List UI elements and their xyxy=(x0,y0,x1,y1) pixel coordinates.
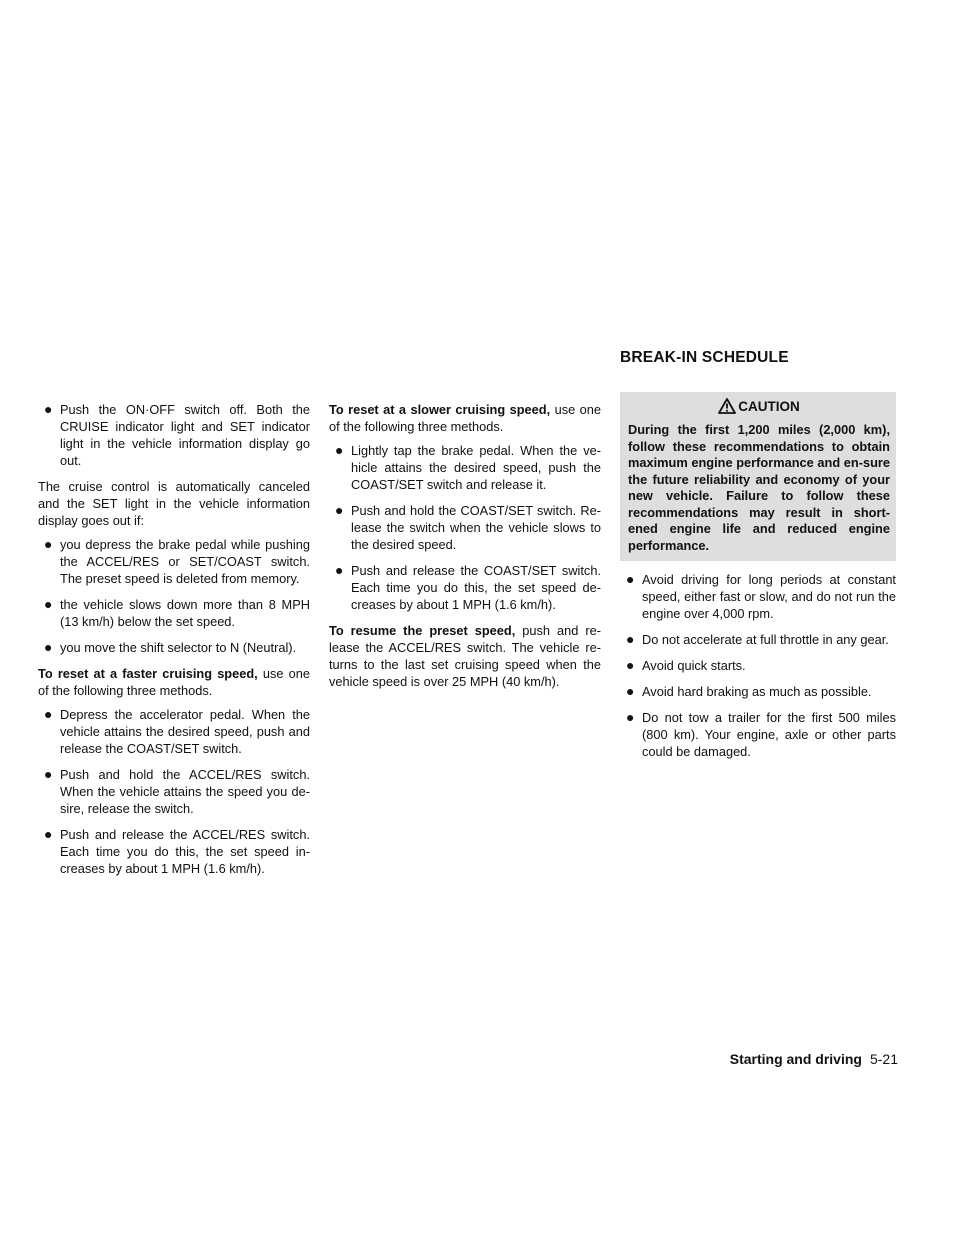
bullet-icon: ● xyxy=(44,706,53,722)
list-item: ● Push and hold the ACCEL/RES switch. When the vehicle attains the speed you de-sire, release the switch. xyxy=(44,766,310,816)
bullet-icon: ● xyxy=(44,826,53,842)
bullet-icon: ● xyxy=(626,657,635,673)
page-number: 5-21 xyxy=(869,1051,898,1067)
column-2 xyxy=(329,401,601,697)
list-item: ● Push and release the COAST/SET switch. Each time you do this, the set speed de-creases by about 1 MPH (1.6 km/h). xyxy=(335,562,601,612)
list-item: ● Avoid hard braking as much as possible. xyxy=(626,683,872,699)
list-item: ● the vehicle slows down more than 8 MPH (13 km/h) below the set speed. xyxy=(44,596,310,629)
list-item: ● Avoid driving for long periods at constant speed, either fast or slow, and do not run the engine over 4,000 rpm. xyxy=(626,571,896,621)
column-3 xyxy=(620,401,896,769)
bullet-icon: ● xyxy=(44,401,53,417)
run-in-heading: To reset at a slower cruising speed, xyxy=(329,402,551,417)
bullet-icon: ● xyxy=(626,683,635,699)
paragraph: The cruise control is automatically canceled and the SET light in the vehicle information display goes out if: xyxy=(38,479,310,528)
run-in-heading: To resume the preset speed, xyxy=(329,623,516,638)
list-item: ● Avoid quick starts. xyxy=(626,657,746,673)
footer-section-name: Starting and driving xyxy=(729,1051,862,1067)
caution-text: During the first 1,200 miles (2,000 km), follow these recommendations to obtain maximum engine performance and en-sure the future reliability and economy of your new vehicle. Failure to follow these recommendations may result in short-ened engine life and reduced engine performance. xyxy=(628,422,890,553)
bullet-icon: ● xyxy=(626,709,635,725)
caution-header xyxy=(628,398,890,416)
bullet-icon: ● xyxy=(335,502,344,518)
warning-icon xyxy=(718,398,736,414)
section-title: BREAK-IN SCHEDULE xyxy=(620,349,789,366)
bullet-icon: ● xyxy=(44,536,53,552)
list-item: ● you depress the brake pedal while pushing the ACCEL/RES or SET/COAST switch. The preset speed is deleted from memory. xyxy=(44,536,310,586)
paragraph: To resume the preset speed, push and re-lease the ACCEL/RES switch. The vehicle re-turns to the last set cruising speed when the vehicle speed is over 25 MPH (40 km/h). xyxy=(329,623,601,689)
list-item: ● Do not tow a trailer for the first 500 miles (800 km). Your engine, axle or other parts could be damaged. xyxy=(626,709,896,759)
bullet-icon: ● xyxy=(626,571,635,587)
list-item: ● Push the ON·OFF switch off. Both the CRUISE indicator light and SET indicator light in the vehicle information display go out. xyxy=(44,401,310,468)
column-1 xyxy=(38,401,310,886)
bullet-icon: ● xyxy=(335,562,344,578)
paragraph: To reset at a slower cruising speed, use one of the following three methods. xyxy=(329,402,601,434)
list-item: ● Push and release the ACCEL/RES switch. Each time you do this, the set speed in-creases by about 1 MPH (1.6 km/h). xyxy=(44,826,310,876)
bullet-icon: ● xyxy=(335,442,344,458)
list-item: ● you move the shift selector to N (Neutral). xyxy=(44,639,297,655)
list-item: ● Depress the accelerator pedal. When the vehicle attains the desired speed, push and release the COAST/SET switch. xyxy=(44,706,310,756)
bullet-icon: ● xyxy=(44,596,53,612)
run-in-heading: To reset at a faster cruising speed, xyxy=(38,666,258,681)
list-item: ● Push and hold the COAST/SET switch. Re-lease the switch when the vehicle slows to the desired speed. xyxy=(335,502,601,552)
page-footer xyxy=(730,1051,898,1067)
bullet-icon: ● xyxy=(44,766,53,782)
list-item: ● Do not accelerate at full throttle in any gear. xyxy=(626,631,889,647)
paragraph: To reset at a faster cruising speed, use one of the following three methods. xyxy=(38,666,310,698)
list-item: ● Lightly tap the brake pedal. When the ve-hicle attains the desired speed, push the COAST/SET switch and release it. xyxy=(335,442,601,492)
bullet-icon: ● xyxy=(626,631,635,647)
caution-box xyxy=(620,392,896,561)
bullet-icon: ● xyxy=(44,639,53,655)
caution-title: CAUTION xyxy=(738,399,800,414)
